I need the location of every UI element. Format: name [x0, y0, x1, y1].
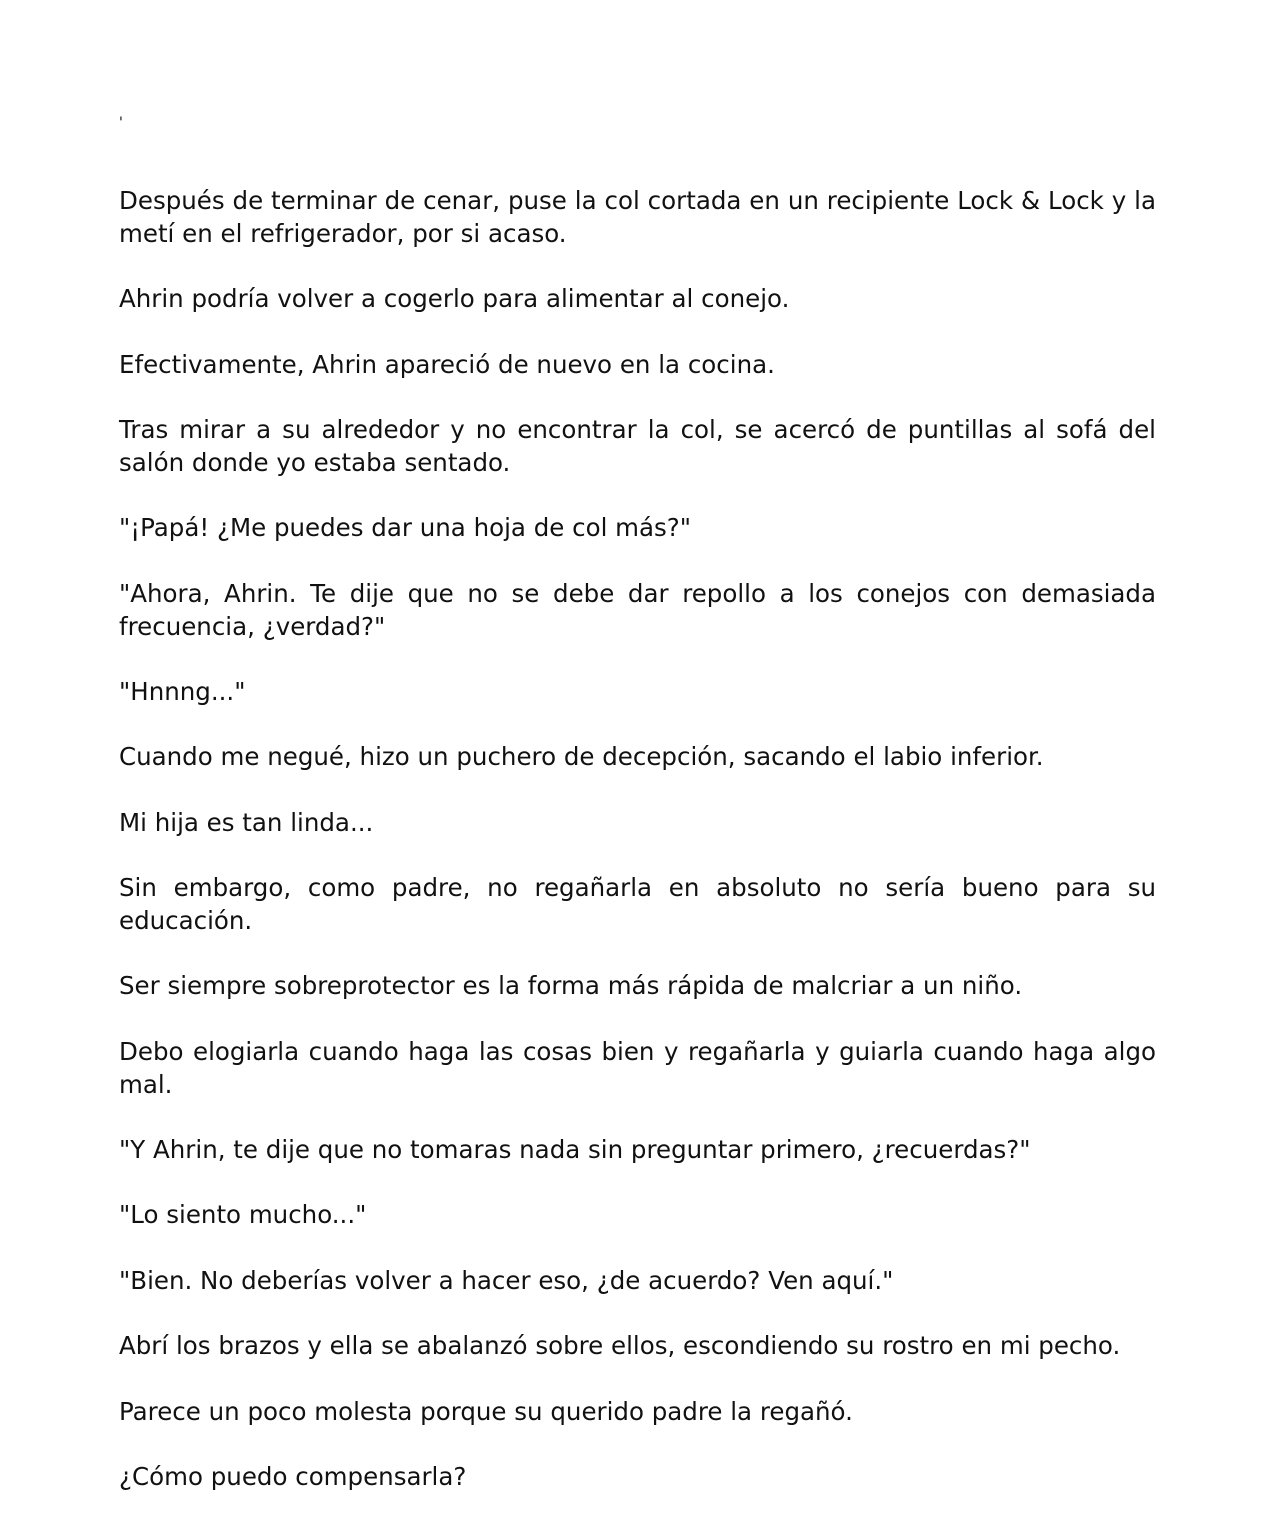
paragraph: Debo elogiarla cuando haga las cosas bien y regañarla y guiarla cuando haga algo mal.: [119, 1037, 1156, 1099]
paragraph: Sin embargo, como padre, no regañarla en absoluto no sería bueno para su educación.: [119, 873, 1156, 935]
paragraph: "Bien. No deberías volver a hacer eso, ¿de acuerdo? Ven aquí.": [119, 1266, 894, 1295]
paragraph: Ser siempre sobreprotector es la forma más rápida de malcriar a un niño.: [119, 971, 1023, 1000]
paragraph: Mi hija es tan linda...: [119, 808, 374, 837]
paragraph: "Lo siento mucho...": [119, 1200, 367, 1229]
paragraph: Efectivamente, Ahrin apareció de nuevo en la cocina.: [119, 350, 775, 379]
paragraph: "Ahora, Ahrin. Te dije que no se debe dar repollo a los conejos con demasiada frecuencia, ¿verdad?": [119, 579, 1156, 641]
paragraph: Tras mirar a su alrededor y no encontrar la col, se acercó de puntillas al sofá del salón donde yo estaba sentado.: [119, 415, 1156, 477]
stray-mark: ': [119, 115, 123, 131]
paragraph: Después de terminar de cenar, puse la col cortada en un recipiente Lock & Lock y la metí en el refrigerador, por si acaso.: [119, 186, 1156, 248]
paragraph: "Hnnng...": [119, 677, 246, 706]
paragraph: Cuando me negué, hizo un puchero de decepción, sacando el labio inferior.: [119, 742, 1044, 771]
paragraph: "Y Ahrin, te dije que no tomaras nada sin preguntar primero, ¿recuerdas?": [119, 1135, 1031, 1164]
paragraph: Abrí los brazos y ella se abalanzó sobre ellos, escondiendo su rostro en mi pecho.: [119, 1331, 1121, 1360]
paragraph: Ahrin podría volver a cogerlo para alimentar al conejo.: [119, 284, 790, 313]
paragraph: "¡Papá! ¿Me puedes dar una hoja de col más?": [119, 513, 692, 542]
paragraph: ¿Cómo puedo compensarla?: [119, 1462, 467, 1491]
paragraph: Parece un poco molesta porque su querido padre la regañó.: [119, 1397, 853, 1426]
